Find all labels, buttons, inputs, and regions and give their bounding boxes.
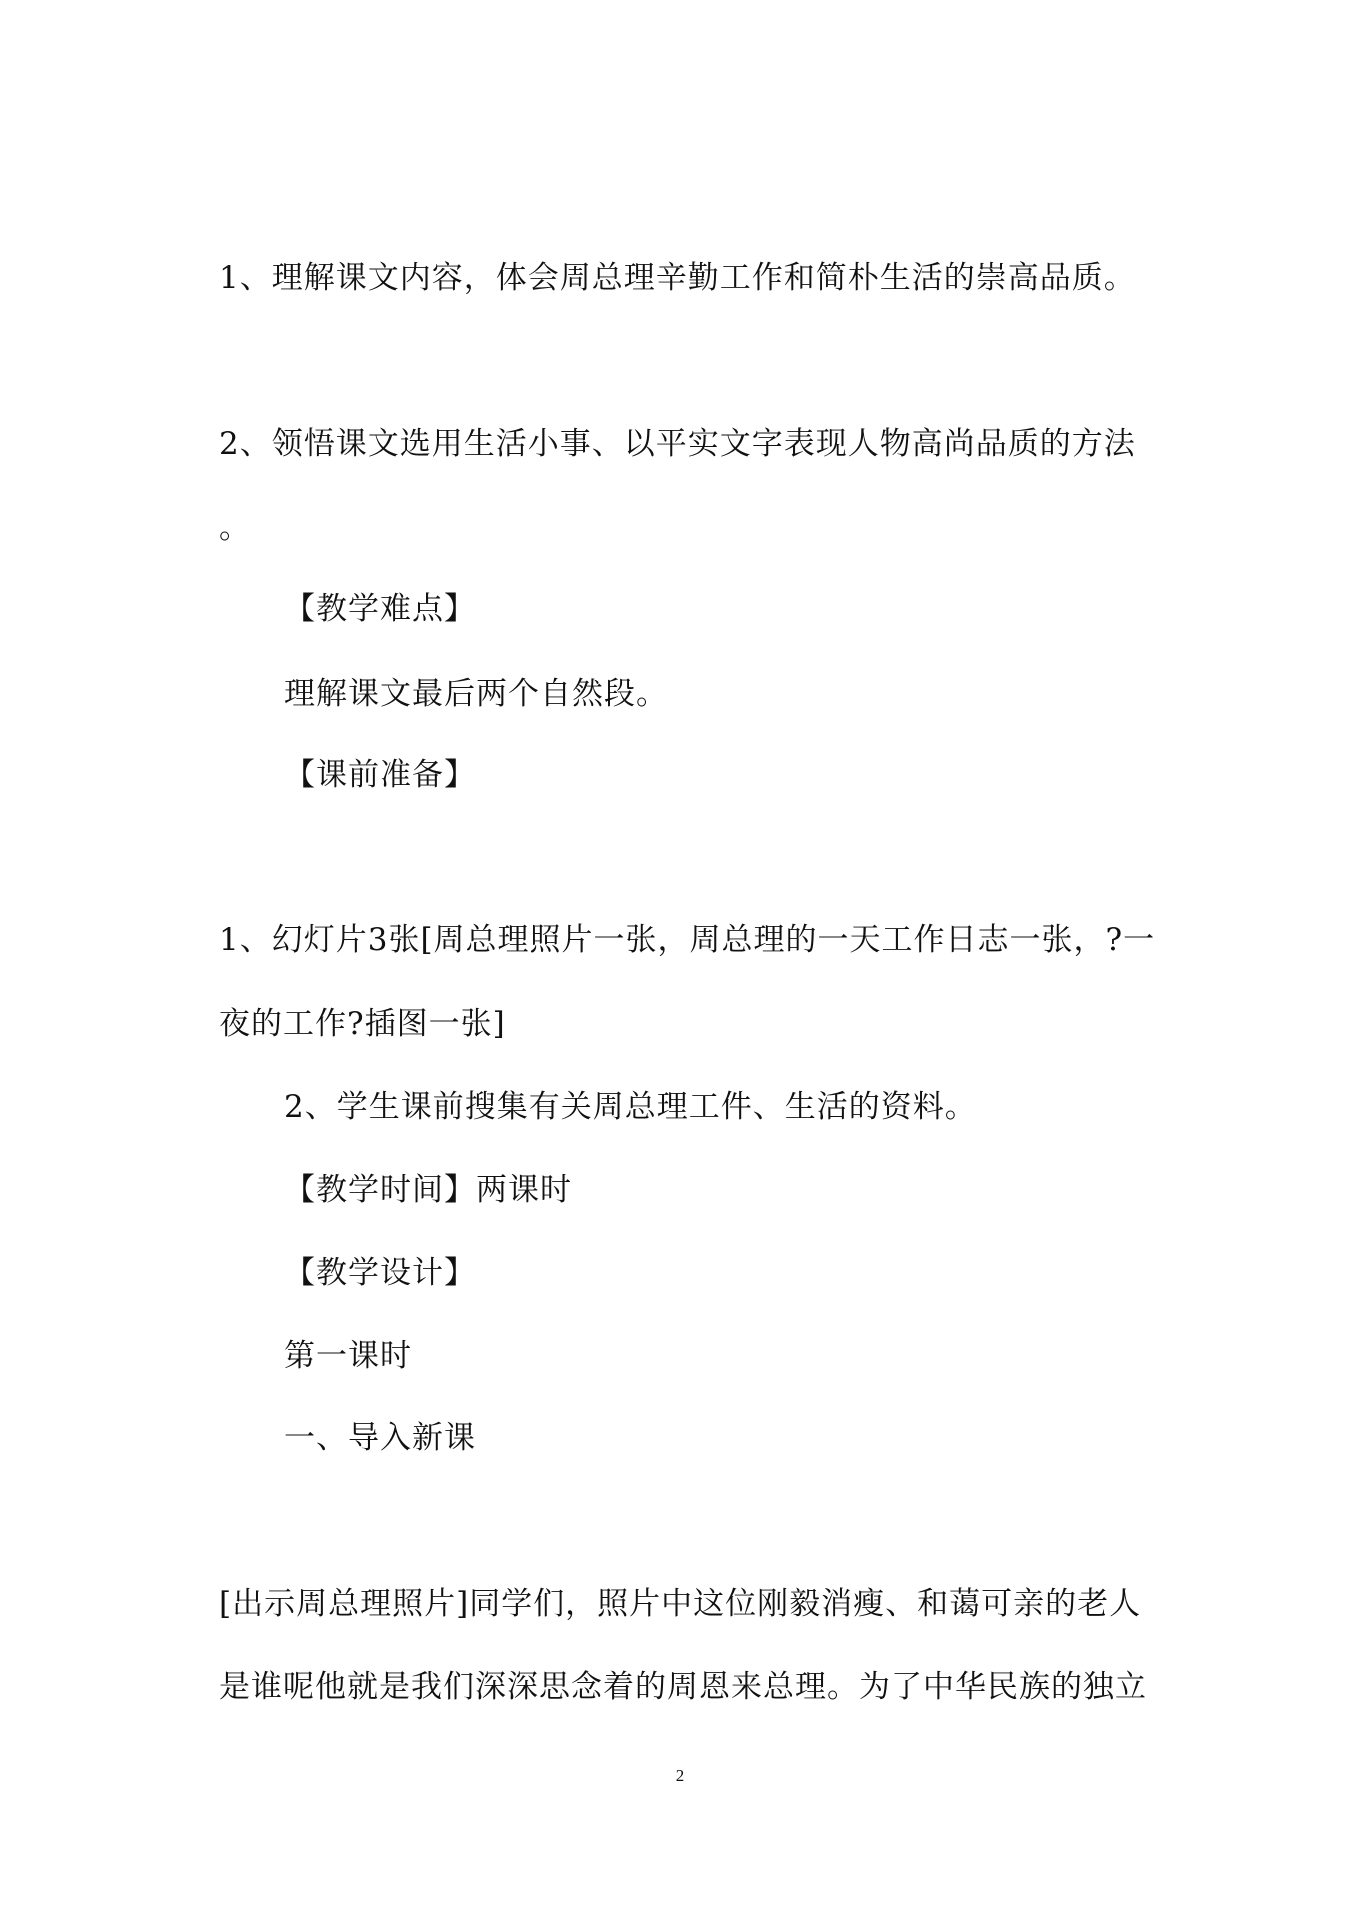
objective-line-1: 1、理解课文内容，体会周总理辛勤工作和简朴生活的崇高品质。 — [219, 260, 1136, 296]
preparation-item-1-cont: 夜的工作?插图一张] — [219, 1006, 506, 1042]
preparation-item-2: 2、学生课前搜集有关周总理工件、生活的资料。 — [284, 1089, 977, 1125]
section-heading-preparation: 【课前准备】 — [284, 757, 476, 793]
section-heading-design: 【教学设计】 — [284, 1255, 476, 1291]
objective-line-2-cont: 。 — [219, 510, 251, 546]
page-number: 2 — [675, 1766, 685, 1785]
preparation-item-1: 1、幻灯片3张[周总理照片一张，周总理的一天工作日志一张，?一 — [219, 922, 1156, 958]
section-heading-time: 【教学时间】两课时 — [284, 1172, 572, 1208]
step-heading-intro: 一、导入新课 — [284, 1420, 476, 1456]
body-paragraph-line-2: 是谁呢他就是我们深深思念着的周恩来总理。为了中华民族的独立 — [219, 1669, 1147, 1705]
body-paragraph-line-1: [出示周总理照片]同学们，照片中这位刚毅消瘦、和蔼可亲的老人 — [219, 1586, 1142, 1622]
section-heading-difficulty: 【教学难点】 — [284, 591, 476, 627]
objective-line-2: 2、领悟课文选用生活小事、以平实文字表现人物高尚品质的方法 — [219, 426, 1136, 462]
difficulty-text: 理解课文最后两个自然段。 — [284, 676, 668, 712]
lesson-title: 第一课时 — [284, 1338, 412, 1374]
